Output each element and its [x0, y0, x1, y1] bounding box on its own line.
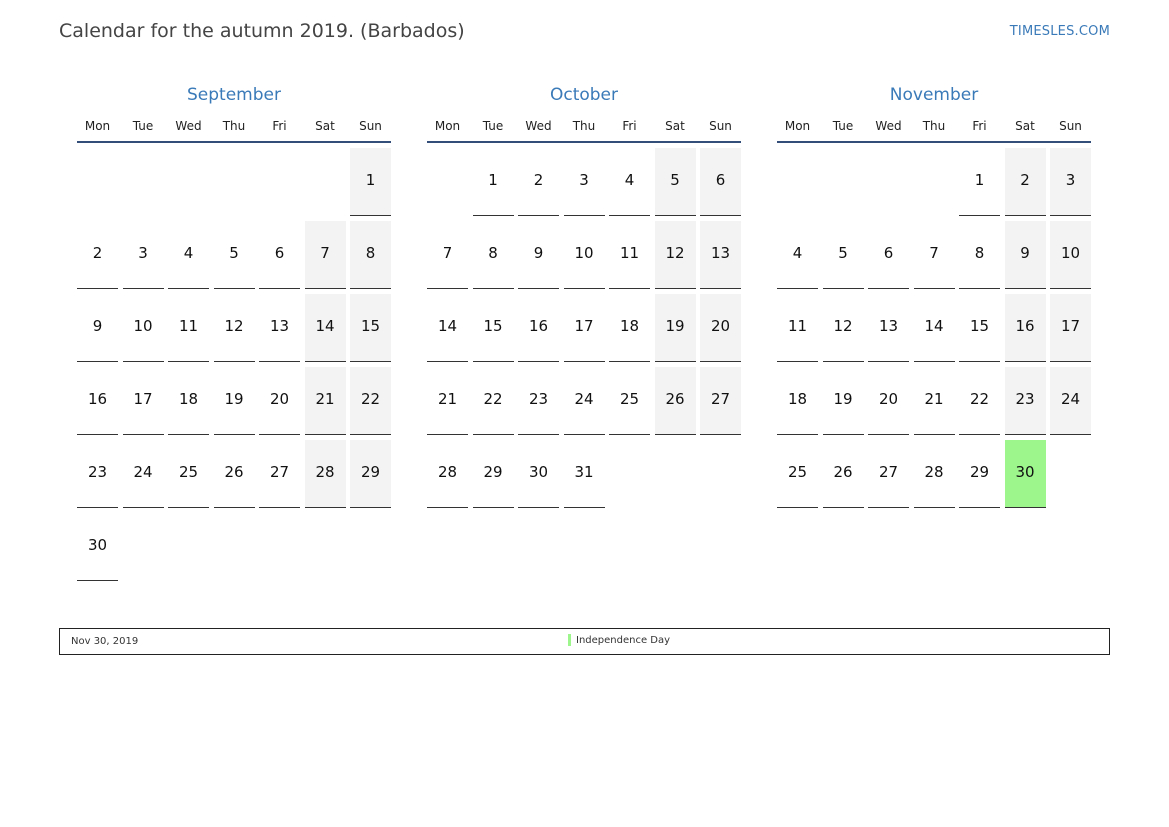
day-cell[interactable]: 13 — [259, 294, 300, 362]
day-cell[interactable]: 21 — [427, 367, 468, 435]
day-cell[interactable]: 19 — [655, 294, 696, 362]
day-cell[interactable]: 7 — [305, 221, 346, 289]
day-cell[interactable]: 29 — [959, 440, 1000, 508]
weekday-label: Wed — [525, 119, 552, 133]
day-cell[interactable]: 14 — [305, 294, 346, 362]
month-september — [77, 83, 391, 581]
day-cell[interactable]: 31 — [564, 440, 605, 508]
weekday-label: Tue — [132, 119, 154, 133]
holiday-day-cell[interactable]: 30 — [1005, 440, 1046, 508]
day-cell[interactable]: 3 — [123, 221, 164, 289]
day-cell[interactable]: 25 — [777, 440, 818, 508]
day-cell[interactable]: 29 — [473, 440, 514, 508]
day-cell[interactable]: 18 — [777, 367, 818, 435]
day-cell[interactable]: 12 — [655, 221, 696, 289]
day-cell[interactable]: 23 — [1005, 367, 1046, 435]
days-grid — [77, 148, 391, 581]
day-cell[interactable]: 10 — [564, 221, 605, 289]
day-cell[interactable]: 3 — [564, 148, 605, 216]
day-cell[interactable]: 8 — [473, 221, 514, 289]
day-cell[interactable]: 10 — [123, 294, 164, 362]
day-cell[interactable]: 7 — [427, 221, 468, 289]
day-cell[interactable]: 21 — [305, 367, 346, 435]
legend-swatch — [568, 634, 571, 646]
weekday-label: Fri — [972, 119, 987, 133]
day-cell[interactable]: 16 — [1005, 294, 1046, 362]
day-cell[interactable]: 5 — [655, 148, 696, 216]
day-cell[interactable]: 16 — [518, 294, 559, 362]
day-cell[interactable]: 9 — [77, 294, 118, 362]
day-cell[interactable]: 24 — [564, 367, 605, 435]
day-cell[interactable]: 1 — [473, 148, 514, 216]
day-cell[interactable]: 27 — [700, 367, 741, 435]
weekday-label: Sat — [315, 119, 335, 133]
days-grid — [777, 148, 1091, 508]
weekday-label: Wed — [875, 119, 902, 133]
empty-cell — [259, 148, 300, 216]
weekday-label: Wed — [175, 119, 202, 133]
day-cell[interactable]: 20 — [868, 367, 909, 435]
day-cell[interactable]: 4 — [777, 221, 818, 289]
weekday-label: Sun — [359, 119, 382, 133]
day-cell[interactable]: 17 — [564, 294, 605, 362]
day-cell[interactable]: 26 — [214, 440, 255, 508]
weekday-label: Mon — [784, 119, 811, 133]
day-cell[interactable]: 15 — [350, 294, 391, 362]
site-link[interactable]: TIMESLES.COM — [1009, 24, 1110, 39]
weekday-header-row — [427, 107, 741, 143]
day-cell[interactable]: 22 — [473, 367, 514, 435]
day-cell[interactable]: 24 — [1050, 367, 1091, 435]
empty-cell — [123, 148, 164, 216]
month-title: October — [549, 85, 619, 105]
day-cell[interactable]: 20 — [259, 367, 300, 435]
day-cell[interactable]: 6 — [868, 221, 909, 289]
day-cell[interactable]: 6 — [700, 148, 741, 216]
days-grid — [427, 148, 741, 508]
day-cell[interactable]: 13 — [868, 294, 909, 362]
weekday-label: Mon — [434, 119, 461, 133]
day-cell[interactable]: 18 — [168, 367, 209, 435]
weekday-label: Sun — [709, 119, 732, 133]
weekday-label: Sat — [1015, 119, 1035, 133]
page-title: Calendar for the autumn 2019. (Barbados) — [59, 20, 465, 42]
day-cell[interactable]: 14 — [427, 294, 468, 362]
empty-cell — [868, 148, 909, 216]
day-cell[interactable]: 3 — [1050, 148, 1091, 216]
weekday-header-row — [777, 107, 1091, 143]
day-cell[interactable]: 1 — [959, 148, 1000, 216]
weekday-label: Mon — [84, 119, 111, 133]
day-cell[interactable]: 10 — [1050, 221, 1091, 289]
day-cell[interactable]: 2 — [518, 148, 559, 216]
day-cell[interactable]: 5 — [823, 221, 864, 289]
day-cell[interactable]: 15 — [959, 294, 1000, 362]
weekday-label: Fri — [272, 119, 287, 133]
day-cell[interactable]: 19 — [214, 367, 255, 435]
weekday-header-row — [77, 107, 391, 143]
month-november — [777, 83, 1091, 508]
day-cell[interactable]: 28 — [914, 440, 955, 508]
day-cell[interactable]: 28 — [305, 440, 346, 508]
day-cell[interactable]: 21 — [914, 367, 955, 435]
day-cell[interactable]: 27 — [868, 440, 909, 508]
day-cell[interactable]: 30 — [518, 440, 559, 508]
empty-cell — [77, 148, 118, 216]
day-cell[interactable]: 7 — [914, 221, 955, 289]
day-cell[interactable]: 23 — [518, 367, 559, 435]
day-cell[interactable]: 9 — [1005, 221, 1046, 289]
day-cell[interactable]: 14 — [914, 294, 955, 362]
legend-event-label: Independence Day — [576, 634, 671, 646]
day-cell[interactable]: 26 — [823, 440, 864, 508]
day-cell[interactable]: 18 — [609, 294, 650, 362]
day-cell[interactable]: 26 — [655, 367, 696, 435]
day-cell[interactable]: 20 — [700, 294, 741, 362]
day-cell[interactable]: 13 — [700, 221, 741, 289]
month-title: September — [187, 85, 281, 105]
day-cell[interactable]: 12 — [214, 294, 255, 362]
day-cell[interactable]: 6 — [259, 221, 300, 289]
day-cell[interactable]: 9 — [518, 221, 559, 289]
day-cell[interactable]: 29 — [350, 440, 391, 508]
weekday-label: Tue — [482, 119, 504, 133]
weekday-label: Fri — [622, 119, 637, 133]
empty-cell — [305, 148, 346, 216]
empty-cell — [214, 148, 255, 216]
day-cell[interactable]: 16 — [77, 367, 118, 435]
day-cell[interactable]: 4 — [168, 221, 209, 289]
month-october — [427, 83, 741, 508]
day-cell[interactable]: 19 — [823, 367, 864, 435]
weekday-label: Thu — [572, 119, 596, 133]
day-cell[interactable]: 25 — [168, 440, 209, 508]
holiday-legend — [59, 628, 1110, 655]
empty-cell — [823, 148, 864, 216]
day-cell[interactable]: 2 — [1005, 148, 1046, 216]
empty-cell — [777, 148, 818, 216]
weekday-label: Thu — [222, 119, 246, 133]
day-cell[interactable]: 11 — [168, 294, 209, 362]
day-cell[interactable]: 15 — [473, 294, 514, 362]
day-cell[interactable]: 17 — [1050, 294, 1091, 362]
empty-cell — [914, 148, 955, 216]
day-cell[interactable]: 17 — [123, 367, 164, 435]
day-cell[interactable]: 30 — [77, 513, 118, 581]
day-cell[interactable]: 4 — [609, 148, 650, 216]
day-cell[interactable]: 8 — [959, 221, 1000, 289]
weekday-label: Tue — [832, 119, 854, 133]
weekday-label: Sat — [665, 119, 685, 133]
legend-date: Nov 30, 2019 — [71, 636, 139, 647]
day-cell[interactable]: 28 — [427, 440, 468, 508]
day-cell[interactable]: 2 — [77, 221, 118, 289]
empty-cell — [427, 148, 468, 216]
day-cell[interactable]: 27 — [259, 440, 300, 508]
day-cell[interactable]: 24 — [123, 440, 164, 508]
legend-entry — [568, 634, 670, 646]
day-cell[interactable]: 1 — [350, 148, 391, 216]
day-cell[interactable]: 22 — [350, 367, 391, 435]
weekday-label: Sun — [1059, 119, 1082, 133]
day-cell[interactable]: 11 — [609, 221, 650, 289]
day-cell[interactable]: 25 — [609, 367, 650, 435]
weekday-label: Thu — [922, 119, 946, 133]
day-cell[interactable]: 8 — [350, 221, 391, 289]
day-cell[interactable]: 22 — [959, 367, 1000, 435]
day-cell[interactable]: 12 — [823, 294, 864, 362]
day-cell[interactable]: 23 — [77, 440, 118, 508]
month-title: November — [889, 85, 979, 105]
day-cell[interactable]: 11 — [777, 294, 818, 362]
day-cell[interactable]: 5 — [214, 221, 255, 289]
empty-cell — [168, 148, 209, 216]
